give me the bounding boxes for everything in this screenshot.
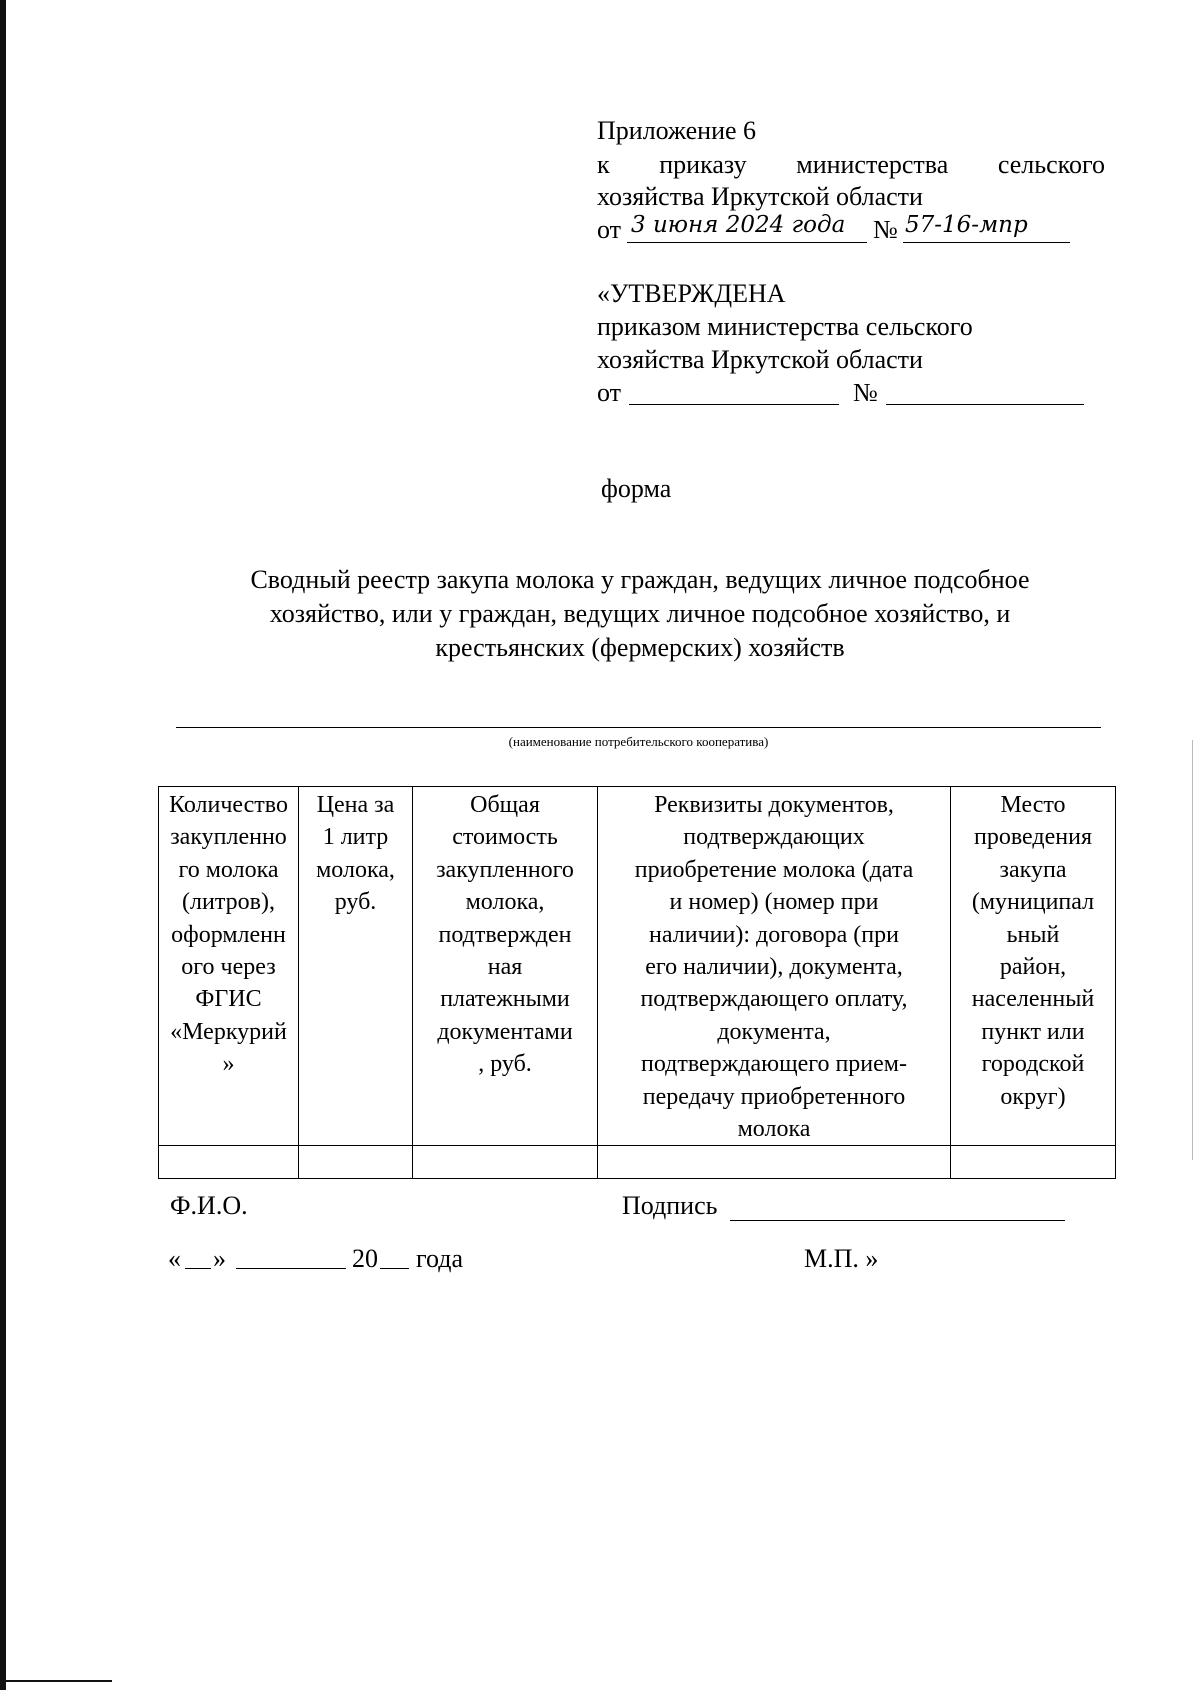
table-cell bbox=[413, 1146, 598, 1179]
appendix-word: приказу bbox=[659, 150, 747, 179]
table-cell bbox=[598, 1146, 951, 1179]
approval-number-blank bbox=[886, 404, 1084, 405]
title-line: хозяйство, или у граждан, ведущих личное подсобное хозяйство, и bbox=[269, 599, 1011, 628]
order-number-label: № bbox=[873, 215, 898, 244]
approval-line2: приказом министерства сельского bbox=[597, 312, 973, 341]
header-cell-quantity: Количество закупленно го молока (литров), оформленн ого через ФГИС «Меркурий » bbox=[159, 787, 299, 1146]
title-line: крестьянских (фермерских) хозяйств bbox=[435, 633, 845, 662]
header-cell-price: Цена за 1 литр молока, руб. bbox=[299, 787, 413, 1146]
appendix-line2 bbox=[597, 149, 1105, 181]
scan-edge-right bbox=[1192, 740, 1193, 1160]
title-line: Сводный реестр закупа молока у граждан, ведущих личное подсобное bbox=[250, 565, 1030, 594]
table-header-row bbox=[159, 787, 1116, 1146]
approval-line3: хозяйства Иркутской области bbox=[597, 345, 923, 374]
signature-label: Подпись bbox=[622, 1191, 718, 1220]
registry-table bbox=[158, 786, 1116, 1179]
year-prefix: 20 bbox=[352, 1244, 378, 1273]
table-cell bbox=[159, 1146, 299, 1179]
scan-edge-bottom bbox=[0, 1680, 112, 1682]
order-date-field bbox=[627, 210, 867, 243]
appendix-title: Приложение 6 bbox=[597, 116, 757, 145]
date-close-quote: » bbox=[213, 1244, 226, 1273]
order-from-label: от bbox=[597, 215, 622, 244]
form-label: форма bbox=[601, 474, 672, 503]
date-open-quote: « bbox=[168, 1244, 181, 1273]
appendix-line3: хозяйства Иркутской области bbox=[597, 182, 923, 211]
order-number-handwritten: 57-16-мпр bbox=[905, 212, 1028, 238]
date-month-blank bbox=[236, 1268, 346, 1269]
approval-line1: «УТВЕРЖДЕНА bbox=[597, 279, 786, 308]
order-date-handwritten: 3 июня 2024 года bbox=[631, 212, 846, 238]
cooperative-caption: (наименование потребительского кооператива) bbox=[508, 734, 769, 749]
header-cell-document-details: Реквизиты документов, подтверждающих приобретение молока (дата и номер) (номер при наличии): договора (при его наличии), документа, подтверждающего оплату, документа, подтверждающего прием- передачу приобретенного молока bbox=[598, 787, 951, 1146]
header-cell-total-cost: Общая стоимость закупленного молока, подтвержден ная платежными документами , руб. bbox=[413, 787, 598, 1146]
order-number-field bbox=[903, 210, 1070, 243]
year-blank bbox=[380, 1268, 409, 1269]
year-suffix: года bbox=[416, 1244, 464, 1273]
fio-label: Ф.И.О. bbox=[170, 1191, 248, 1220]
header-cell-purchase-place: Место проведения закупа (муниципал ьный район, населенный пункт или городской округ) bbox=[951, 787, 1116, 1146]
signature-line bbox=[730, 1220, 1065, 1221]
table-row bbox=[159, 1146, 1116, 1179]
appendix-word: сельского bbox=[997, 150, 1105, 179]
cooperative-name-line bbox=[176, 727, 1101, 728]
appendix-word: министерства bbox=[796, 150, 949, 179]
approval-from-label: от bbox=[597, 378, 622, 407]
scan-edge-left bbox=[0, 0, 6, 1690]
date-day-blank bbox=[185, 1268, 211, 1269]
appendix-word: к bbox=[597, 150, 610, 179]
table-cell bbox=[299, 1146, 413, 1179]
table-cell bbox=[951, 1146, 1116, 1179]
stamp-label: М.П. » bbox=[804, 1244, 879, 1273]
approval-number-label: № bbox=[853, 378, 878, 407]
document-title bbox=[160, 563, 1120, 665]
approval-date-blank bbox=[629, 404, 839, 405]
